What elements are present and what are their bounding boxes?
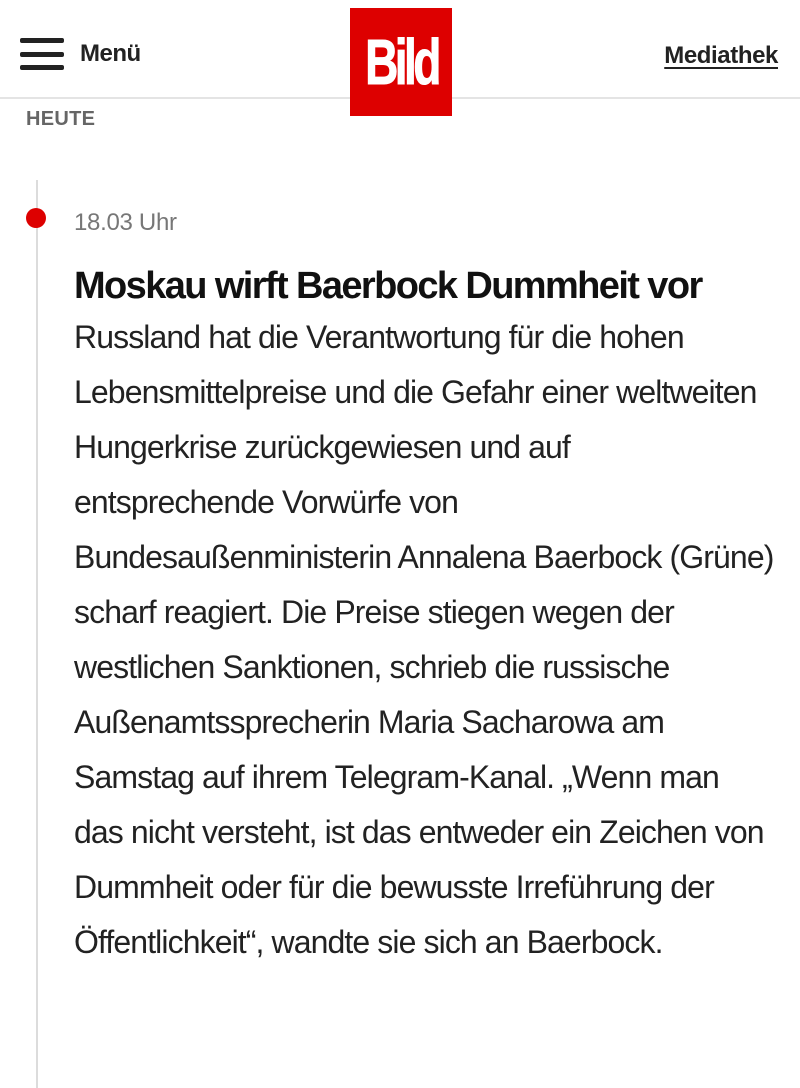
news-ticker-entry: [74, 210, 774, 970]
entry-body: Russland hat die Verantwortung für die hohen Lebensmittelpreise und die Gefahr einer weltweiten Hungerkrise zurückgewiesen und auf entsprechende Vorwürfe von Bundesaußenministerin Annalena Baerbock (Grüne) scharf reagiert. Die Preise stiegen wegen der westlichen Sanktionen, schrieb die russische Außenamtssprecherin Maria Sacharowa am Samstag auf ihrem Telegram-Kanal. „Wenn man das nicht versteht, ist das entweder ein Zeichen von Dummheit oder für die bewusste Irreführung der Öffentlichkeit“, wandte sie sich an Baerbock.: [74, 318, 774, 960]
bild-logo[interactable]: [350, 8, 452, 116]
entry-headline[interactable]: Moskau wirft Baerbock Dummheit vor: [74, 265, 702, 308]
entry-timestamp: 18.03 Uhr: [74, 209, 177, 236]
hamburger-icon[interactable]: [20, 38, 64, 70]
timeline-line: [36, 180, 38, 1088]
timeline-dot-icon: [26, 208, 46, 228]
section-label: HEUTE: [26, 108, 96, 130]
mediathek-link[interactable]: Mediathek: [664, 42, 778, 69]
logo-text: Bild: [364, 26, 438, 98]
menu-button[interactable]: [20, 34, 141, 74]
menu-label: Menü: [80, 40, 141, 67]
